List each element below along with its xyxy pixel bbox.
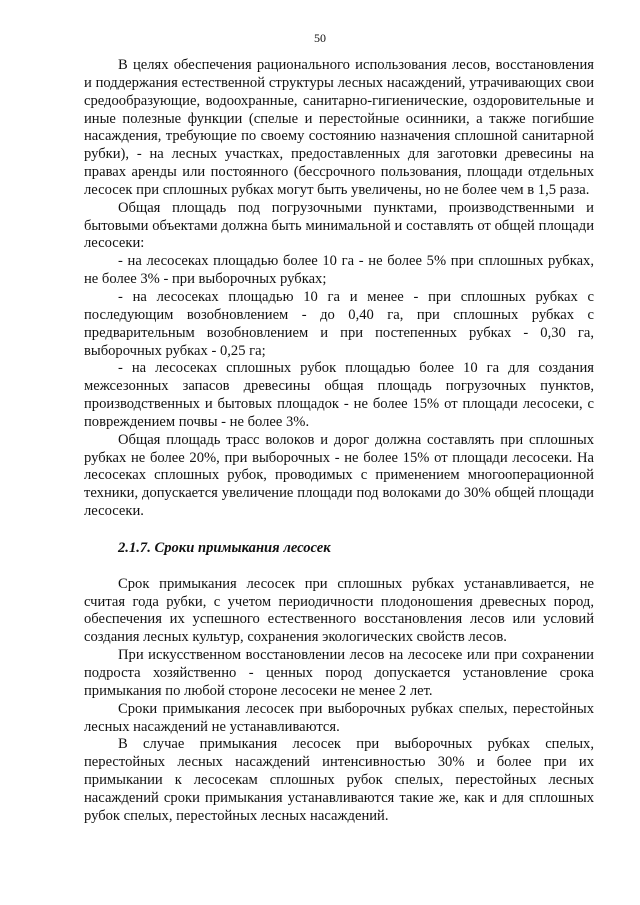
list-item: - на лесосеках площадью 10 га и менее - при сплошных рубках с последующим возобновлением - до 0,40 га, при сплошных рубках с предварительным возобновлением и при постепенных рубках - 0,30 га, выборочных рубках - 0,25 га;: [84, 288, 594, 359]
section-heading: 2.1.7. Сроки примыкания лесосек: [118, 539, 331, 556]
list-item: - на лесосеках площадью более 10 га - не более 5% при сплошных рубках, не более 3% - при выборочных рубках;: [84, 253, 594, 288]
paragraph: Общая площадь трасс волоков и дорог должна составлять при сплошных рубках не более 20%, при выборочных - не более 15% от площади лесосеки. На лесосеках сплошных рубок, проводимых с применением многооперационной техники, допускается увеличение площади под волоками до 30% общей площади лесосеки.: [84, 431, 594, 520]
document-body: [84, 57, 594, 826]
paragraph: При искусственном восстановлении лесов на лесосеке или при сохранении подроста хозяйственно - ценных пород допускается установление срока примыкания по любой стороне лесосеки не менее 2 лет.: [84, 647, 594, 699]
paragraph: В случае примыкания лесосек при выборочных рубках спелых, перестойных лесных насаждений интенсивностью 30% и более при их примыкании к лесосекам сплошных рубок спелых, перестойных лесных насаждений сроки примыкания устанавливаются такие же, как и для сплошных рубок спелых, перестойных лесных насаждений.: [84, 736, 594, 824]
paragraph: В целях обеспечения рационального использования лесов, восстановления и поддержания естественной структуры лесных насаждений, утрачивающих свои средообразующие, водоохранные, санитарно-гигиенические, оздоровительные и иные полезные функции (спелые и перестойные осинники, а также погибшие насаждения, требующие по своему состоянию назначения сплошной санитарной рубки), - на лесных участках, предоставленных для заготовки древесины на правах аренды или постоянного (бессрочного пользования, площади отдельных лесосек при сплошных рубках могут быть увеличены, но не более чем в 1,5 раза.: [84, 57, 594, 198]
list-item: - на лесосеках сплошных рубок площадью более 10 га для создания межсезонных запасов древесины общая площадь погрузочных пунктов, производственных и бытовых площадок - не более 15% от площади лесосеки, с повреждением почвы - не более 3%.: [84, 360, 594, 430]
paragraph: Общая площадь под погрузочными пунктами, производственными и бытовыми объектами должна быть минимальной и составлять от общей площади лесосеки:: [84, 199, 594, 252]
paragraph: Сроки примыкания лесосек при выборочных рубках спелых, перестойных лесных насаждений не устанавливаются.: [84, 700, 594, 735]
page-number: 50: [314, 31, 326, 45]
paragraph: Срок примыкания лесосек при сплошных рубках устанавливается, не считая года рубки, с учетом периодичности плодоношения древесных пород, обеспечения их успешного естественного восстановления лесов или условий создания лесных культур, сохранения экологических свойств лесов.: [84, 575, 594, 646]
